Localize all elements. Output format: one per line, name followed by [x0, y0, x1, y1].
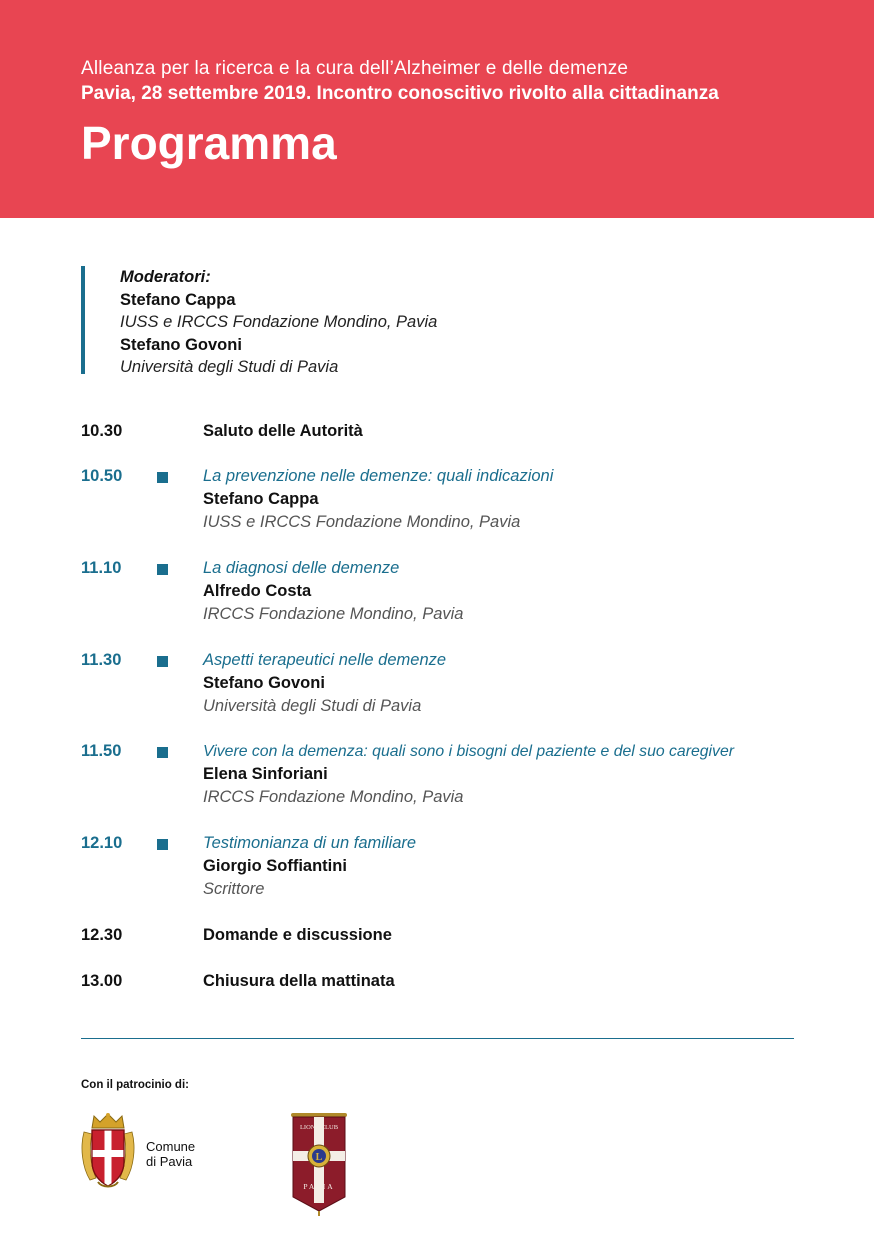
moderator-name: Stefano Cappa [120, 290, 236, 309]
speaker-affiliation: Università degli Studi di Pavia [203, 697, 422, 715]
speaker-name: Giorgio Soffiantini [203, 857, 347, 875]
square-bullet-icon [157, 472, 168, 483]
comune-line: Comune [146, 1139, 196, 1154]
comune-line: di Pavia [146, 1153, 193, 1169]
talk-topic: La diagnosi delle demenze [203, 559, 400, 577]
talk-topic: La prevenzione nelle demenze: quali indicazioni [203, 467, 554, 485]
talk-topic: Aspetti terapeutici nelle demenze [203, 651, 447, 669]
speaker-name: Alfredo Costa [203, 582, 312, 600]
speaker-affiliation: IRCCS Fondazione Mondino, Pavia [203, 788, 464, 806]
svg-text:L: L [315, 1152, 323, 1163]
square-bullet-icon [157, 839, 168, 850]
comune-di-pavia-crest-icon [80, 1112, 136, 1190]
page-title: Programma [81, 117, 337, 169]
footer-divider [81, 1038, 794, 1039]
lions-club-pavia-pennant-icon [289, 1113, 349, 1216]
moderator-affiliation: Università degli Studi di Pavia [120, 358, 339, 377]
square-bullet-icon [157, 564, 168, 575]
header-banner [0, 0, 874, 218]
lions-pennant-top-text: LIONS CLUB [299, 1124, 339, 1131]
square-bullet-icon [157, 747, 168, 758]
schedule-title: Saluto delle Autorità [203, 422, 363, 440]
speaker-name: Stefano Govoni [203, 674, 325, 692]
schedule-title: Chiusura della mattinata [203, 972, 395, 990]
moderators-label: Moderatori: [120, 268, 211, 286]
schedule-time: 10.30 [81, 422, 123, 440]
lions-pennant-bottom-text: PAVIA [303, 1182, 335, 1191]
moderator-name: Stefano Govoni [120, 335, 242, 354]
schedule-time: 11.30 [81, 651, 122, 669]
speaker-affiliation: IRCCS Fondazione Mondino, Pavia [203, 605, 464, 623]
schedule-time: 12.10 [81, 834, 123, 852]
event-line: Pavia, 28 settembre 2019. Incontro conoscitivo rivolto alla cittadinanza [81, 83, 719, 104]
moderators-block [81, 266, 581, 377]
schedule-time: 11.10 [81, 559, 122, 577]
patronage-label: Con il patrocinio di: [81, 1079, 189, 1091]
speaker-name: Stefano Cappa [203, 490, 319, 508]
moderator-affiliation: IUSS e IRCCS Fondazione Mondino, Pavia [120, 313, 438, 332]
schedule-time: 11.50 [81, 742, 122, 760]
schedule-title: Domande e discussione [203, 926, 392, 944]
talk-topic: Vivere con la demenza: quali sono i bisogni del paziente e del suo caregiver [203, 743, 734, 760]
schedule-time: 10.50 [81, 467, 123, 485]
speaker-affiliation: Scrittore [203, 880, 265, 898]
talk-topic: Testimonianza di un familiare [203, 834, 417, 852]
comune-logo-text [146, 1140, 195, 1169]
schedule-time: 12.30 [81, 926, 123, 944]
header-subtitle: Alleanza per la ricerca e la cura dell’Alzheimer e delle demenze [81, 58, 629, 79]
speaker-name: Elena Sinforiani [203, 765, 328, 783]
square-bullet-icon [157, 656, 168, 667]
speaker-affiliation: IUSS e IRCCS Fondazione Mondino, Pavia [203, 513, 521, 531]
schedule-time: 13.00 [81, 972, 123, 990]
